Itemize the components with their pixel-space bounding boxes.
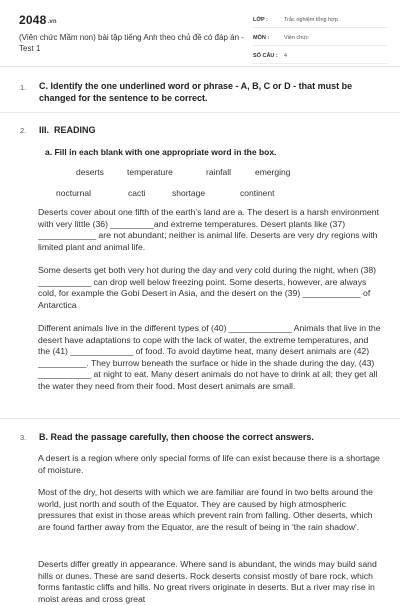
meta-subject-label: MÔN : (253, 35, 270, 41)
question-3 (0, 419, 400, 604)
word-option: continent (240, 188, 275, 198)
question-2 (0, 113, 400, 419)
meta-class-row (253, 13, 388, 28)
passage-paragraph: Different animals live in the different types of (40) _____________ Animals that live in the desert have adaptations to cope with the lack of water, the extreme temperatures, and the (41) _____________ of food. To avoid daytime heat, many desert animals are (42) __________. They burrow beneath the surface or hide in the shade during the day, (43) ___________ at night to eat. Many desert animals do not have to drink at all; they get all the water they need from their food. Most desert animals are small. (38, 323, 381, 391)
passage-paragraph: Some deserts get both very hot during the day and very cold during the night, when (38) ___________ can drop well below freezing point. Some deserts, however, are always cold, for example the Gobi Desert in Asia, and the desert on the (39) ____________ of Antarctica (38, 265, 377, 310)
meta-count-value: 4 (284, 53, 288, 59)
logo-suffix: .vn (47, 19, 57, 25)
word-option: temperature (127, 167, 173, 177)
word-option: cacti (128, 188, 146, 198)
question-number: 1. (20, 83, 27, 92)
word-option: shortage (172, 188, 206, 198)
word-option: emerging (255, 167, 291, 177)
document-meta (253, 13, 388, 67)
passage-paragraph: A desert is a region where only special forms of life can exist because there is a shortage of moisture. (38, 453, 380, 475)
word-box (38, 167, 378, 197)
question-1 (0, 66, 400, 113)
meta-subject-value: Viên chức (284, 35, 309, 41)
question-title: III. READING (39, 125, 96, 135)
site-logo[interactable] (19, 13, 57, 27)
logo-text: 2048 (19, 13, 47, 27)
meta-count-label: SỐ CÂU : (253, 53, 278, 59)
passage-paragraph: Deserts differ greatly in appearance. Where sand is abundant, the winds may build sand hills or dunes. These are sand deserts. Rock deserts consist mostly of bare rock, which forms fantastic cliffs and hills. No great rivers originate in deserts. But a river may rise in moist areas and cross great (38, 559, 377, 604)
word-option: nocturnal (56, 188, 91, 198)
word-option: deserts (76, 167, 104, 177)
meta-class-label: LỚP : (253, 17, 268, 23)
question-title: B. Read the passage carefully, then choose the correct answers. (39, 432, 314, 442)
meta-count-row (253, 49, 388, 64)
passage-paragraph: Deserts cover about one fifth of the earth's land are a. The desert is a harsh environment with very little (36) _________and extreme temperatures. Desert plants like (37) ____________ are not abundant; neither is animal life. Deserts are very dry regions with limited plant and animal life. (38, 207, 379, 252)
word-option: rainfall (206, 167, 232, 177)
meta-subject-row (253, 31, 388, 46)
question-number: 3. (20, 433, 27, 442)
question-number: 2. (20, 126, 27, 135)
page-header (0, 0, 400, 67)
passage-paragraph: Most of the dry, hot deserts with which we are familiar are found in two belts around the world, just north and south of the Equator. They are caused by high atmospheric pressures that exist in those areas which prevent rain from falling. Other deserts, which are found farther away from the Equator, are the result of being in 'the rain shadow'. (38, 487, 373, 532)
question-subheading: a. Fill in each blank with one appropriate word in the box. (45, 147, 277, 157)
meta-class-value: Trắc nghiệm tổng hợp (284, 17, 338, 23)
question-title: C. Identify the one underlined word or phrase - A, B, C or D - that must be changed for the sentence to be correct. (39, 81, 353, 103)
document-title: (Viên chức Mầm non) bài tập tiếng Anh theo chủ đề có đáp án - Test 1 (19, 33, 244, 53)
